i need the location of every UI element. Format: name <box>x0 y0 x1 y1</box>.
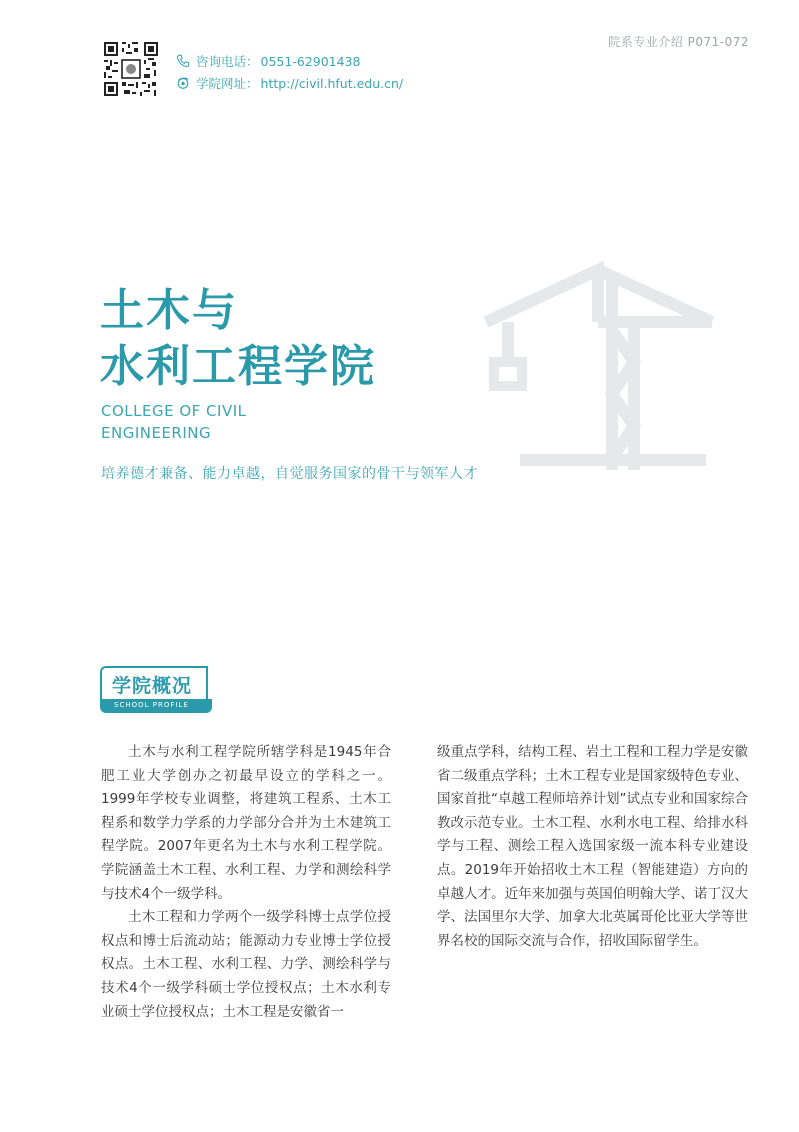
body-paragraph: 土木工程和力学两个一级学科博士点学位授权点和博士后流动站；能源动力专业博士学位授权点。土木工程、水利工程、力学、测绘科学与技术4个一级学科硕士学位授权点；土木水利专业硕士学位授权点；土木工程是安徽省一 <box>101 909 391 1020</box>
qr-code-icon[interactable] <box>104 42 158 96</box>
website-label: 学院网址： <box>196 76 259 91</box>
section-heading <box>100 666 212 722</box>
web-icon <box>176 76 190 90</box>
college-title-en-line2: ENGINEERING <box>101 424 212 442</box>
phone-number[interactable]: 0551-62901438 <box>260 53 361 69</box>
college-title-line2: 水利工程学院 <box>100 341 376 392</box>
crane-icon <box>480 250 720 480</box>
college-title-line1: 土木与 <box>100 285 238 336</box>
body-paragraph: 土木与水利工程学院所辖学科是1945年合肥工业大学创办之初最早设立的学科之一。1999年学校专业调整，将建筑工程系、土木工程系和数学力学系的力学部分合并为土木建筑工程学院。2007年更名为土木与水利工程学院。学院涵盖土木工程、水利工程、力学和测绘科学与技术4个一级学科。 <box>101 744 391 902</box>
section-title: 学院概况 <box>112 675 193 697</box>
phone-icon <box>176 54 190 68</box>
phone-label: 咨询电话： <box>196 54 259 69</box>
college-title <box>100 283 376 395</box>
website-row <box>176 72 403 94</box>
body-column-right <box>437 741 748 953</box>
college-slogan: 培养德才兼备、能力卓越，自觉服务国家的骨干与领军人才 <box>101 466 478 482</box>
body-column-left <box>101 741 391 1024</box>
page-reference: 院系专业介绍 P071-072 <box>608 35 749 49</box>
phone-row <box>176 50 403 72</box>
contact-info <box>176 50 403 94</box>
website-link[interactable]: http://civil.hfut.edu.cn/ <box>260 75 404 91</box>
section-subtitle: SCHOOL PROFILE <box>114 701 189 709</box>
body-paragraph: 级重点学科，结构工程、岩土工程和工程力学是安徽省二级重点学科；土木工程专业是国家级特色专业、国家首批“卓越工程师培养计划”试点专业和国家综合教改示范专业。土木工程、水利水电工程、给排水科学与工程、测绘工程入选国家级一流本科专业建设点。2019年开始招收土木工程（智能建造）方向的卓越人才。近年来加强与英国伯明翰大学、诺丁汉大学、法国里尔大学、加拿大北英属哥伦比亚大学等世界名校的国际交流与合作，招收国际留学生。 <box>437 744 748 949</box>
college-title-en-line1: COLLEGE OF CIVIL <box>101 402 247 420</box>
college-title-en <box>101 400 246 444</box>
